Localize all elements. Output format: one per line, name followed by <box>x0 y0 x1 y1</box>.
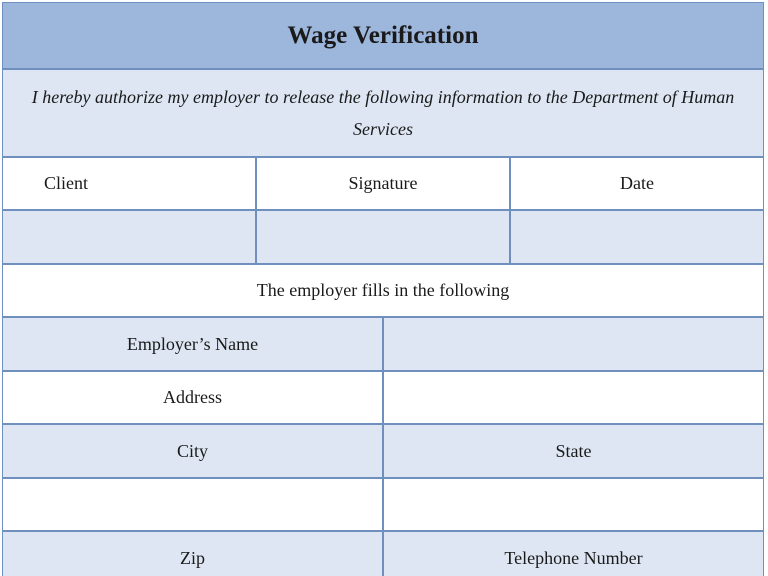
client-column-header: Client <box>2 157 256 210</box>
date-field[interactable] <box>510 210 764 264</box>
address-label: Address <box>2 371 383 424</box>
state-label: State <box>383 424 764 478</box>
title-row <box>2 2 764 69</box>
state-field[interactable] <box>383 478 764 531</box>
form-title: Wage Verification <box>2 2 764 69</box>
address-row <box>2 371 764 424</box>
employer-section-heading: The employer fills in the following <box>2 264 764 317</box>
city-state-input-row <box>2 478 764 531</box>
date-column-header: Date <box>510 157 764 210</box>
client-field[interactable] <box>2 210 256 264</box>
zip-label: Zip <box>2 531 383 576</box>
zip-telephone-label-row <box>2 531 764 576</box>
authorization-row <box>2 69 764 157</box>
city-state-label-row <box>2 424 764 478</box>
city-label: City <box>2 424 383 478</box>
signature-column-header: Signature <box>256 157 510 210</box>
address-field[interactable] <box>383 371 764 424</box>
employer-name-row <box>2 317 764 371</box>
employer-heading-row <box>2 264 764 317</box>
signature-field[interactable] <box>256 210 510 264</box>
telephone-label: Telephone Number <box>383 531 764 576</box>
signature-header-row <box>2 157 764 210</box>
authorization-text: I hereby authorize my employer to release the following information to the Department of Human Services <box>2 69 764 157</box>
employer-name-label: Employer’s Name <box>2 317 383 371</box>
city-field[interactable] <box>2 478 383 531</box>
signature-input-row <box>2 210 764 264</box>
employer-name-field[interactable] <box>383 317 764 371</box>
